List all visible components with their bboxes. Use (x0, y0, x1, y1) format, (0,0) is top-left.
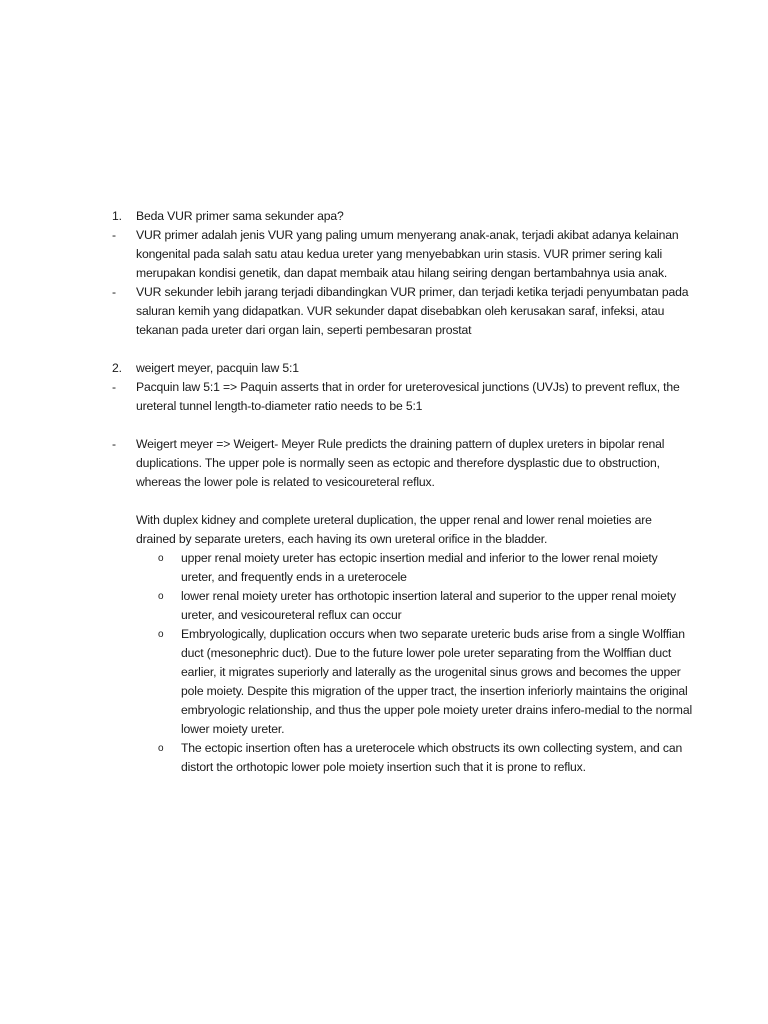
spacer (112, 340, 692, 359)
duplex-paragraph: With duplex kidney and complete ureteral duplication, the upper renal and lower renal moieties are drained by separate ureters, each having its own ureteral orifice in the bladder. (136, 513, 652, 546)
question-2 (112, 359, 692, 378)
list-item-text: VUR sekunder lebih jarang terjadi dibandingkan VUR primer, dan terjadi ketika terjadi penyumbatan pada saluran kemih yang didapatkan. VUR sekunder dapat disebabkan oleh kerusakan saraf, infeksi, atau tekanan pada ureter dari organ lain, seperti pembesaran prostat (136, 285, 689, 337)
list-number: 2. (112, 361, 122, 375)
document-body (112, 207, 692, 777)
question-1 (112, 207, 692, 226)
sub-list-item-text: The ectopic insertion often has a ureterocele which obstructs its own collecting system, and can distort the orthotopic lower pole moiety insertion such that it is prone to reflux. (181, 741, 683, 774)
list-item-text: VUR primer adalah jenis VUR yang paling umum menyerang anak-anak, terjadi akibat adanya kelainan kongenital pada salah satu atau kedua ureter yang menyebabkan urin stasis. VUR primer sering kali merupakan kondisi genetik, dan dapat membaik atau hilang seiring dengan bertambahnya usia anak. (136, 228, 679, 280)
list-item-text: Pacquin law 5:1 => Paquin asserts that in order for ureterovesical junctions (UVJs) to prevent reflux, the ureteral tunnel length-to-diameter ratio needs to be 5:1 (136, 380, 680, 413)
circle-bullet: o (158, 591, 164, 602)
list-number: 1. (112, 209, 122, 223)
dash-marker: - (112, 228, 116, 242)
question-text: weigert meyer, pacquin law 5:1 (136, 361, 299, 375)
list-item (112, 283, 692, 340)
circle-bullet: o (158, 553, 164, 564)
sub-list-item (112, 549, 692, 587)
sub-list-item (112, 625, 692, 739)
dash-marker: - (112, 285, 116, 299)
list-item (112, 226, 692, 283)
sub-list-item-text: Embryologically, duplication occurs when two separate ureteric buds arise from a single Wolffian duct (mesonephric duct). Due to the future lower pole ureter separating from the Wolffian duct earlier, it migrates superiorly and laterally as the urogenital sinus grows and becomes the upper pole moiety. Despite this migration of the upper tract, the insertion inferiorly maintains the original embryologic relationship, and thus the upper pole moiety ureter drains infero-medial to the normal lower moiety ureter. (181, 627, 692, 736)
question-text: Beda VUR primer sama sekunder apa? (136, 209, 344, 223)
list-item (112, 435, 692, 492)
sub-list-item (112, 587, 692, 625)
sub-list-item-text: upper renal moiety ureter has ectopic insertion medial and inferior to the lower renal moiety ureter, and frequently ends in a ureterocele (181, 551, 658, 584)
sub-list-item-text: lower renal moiety ureter has orthotopic insertion lateral and superior to the upper renal moiety ureter, and vesicoureteral reflux can occur (181, 589, 676, 622)
sub-list-item (112, 739, 692, 777)
list-item-text: Weigert meyer => Weigert- Meyer Rule predicts the draining pattern of duplex ureters in bipolar renal duplications. The upper pole is normally seen as ectopic and therefore dysplastic due to obstruction, whereas the lower pole is related to vesicoureteral reflux. (136, 437, 665, 489)
circle-bullet: o (158, 743, 164, 754)
circle-bullet: o (158, 629, 164, 640)
spacer (112, 492, 692, 511)
dash-marker: - (112, 437, 116, 451)
dash-marker: - (112, 380, 116, 394)
list-item (112, 378, 692, 416)
spacer (112, 416, 692, 435)
